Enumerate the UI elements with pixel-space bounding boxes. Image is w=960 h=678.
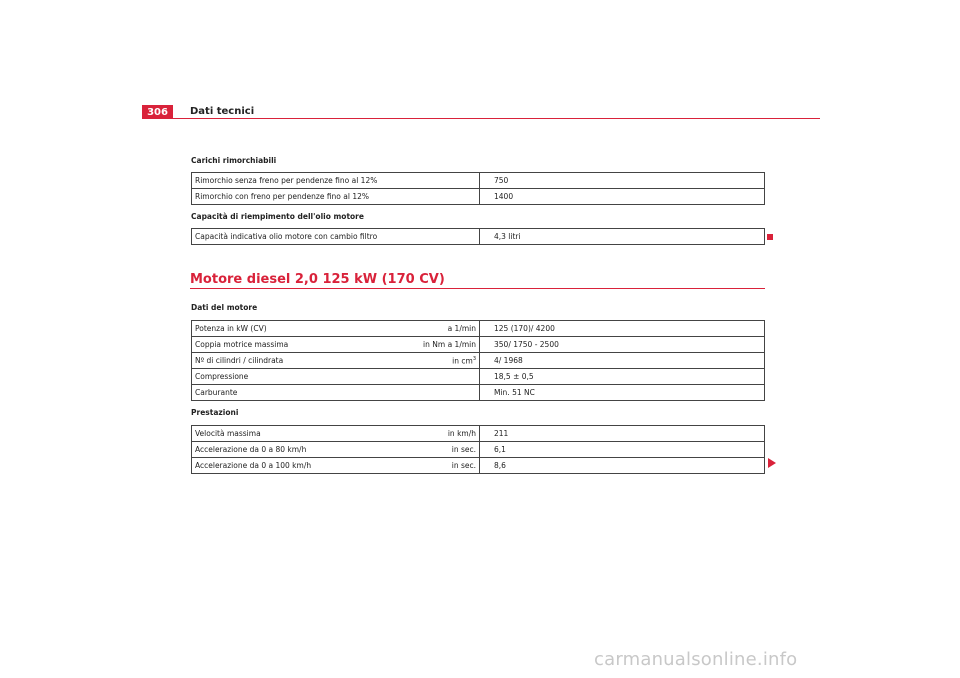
page-header-title: Dati tecnici — [190, 106, 255, 117]
table-row — [192, 385, 765, 401]
engine-value: 125 (170)/ 4200 — [480, 321, 765, 337]
engine-unit: a 1/min — [447, 324, 476, 333]
engine-name: Compressione — [195, 372, 249, 381]
table-row — [192, 337, 765, 353]
continue-arrow-icon — [768, 458, 776, 468]
section-divider — [190, 288, 765, 289]
engine-unit: in $cm^3$ — [452, 355, 476, 366]
watermark: carmanualsonline.info — [594, 649, 798, 670]
performance-name: Velocità massima — [195, 429, 261, 438]
towing-name: Rimorchio senza freno per pendenze fino al 12% — [192, 173, 480, 189]
engine-value: 4/ 1968 — [480, 353, 765, 369]
towing-label: Carichi rimorchiabili — [191, 156, 277, 165]
performance-table — [191, 425, 765, 474]
performance-value: 6,1 — [480, 442, 765, 458]
performance-name: Accelerazione da 0 a 80 km/h — [195, 445, 307, 454]
engine-table — [191, 320, 765, 401]
header-divider — [142, 118, 820, 119]
performance-name: Accelerazione da 0 a 100 km/h — [195, 461, 312, 470]
performance-unit: in sec. — [451, 461, 476, 470]
engine-name: Potenza in kW (CV) — [195, 324, 267, 333]
performance-unit: in sec. — [451, 445, 476, 454]
table-row — [192, 442, 765, 458]
performance-unit: in km/h — [447, 429, 476, 438]
oil-table — [191, 228, 765, 245]
towing-table — [191, 172, 765, 205]
towing-name: Rimorchio con freno per pendenze fino al 12% — [192, 189, 480, 205]
performance-value: 8,6 — [480, 458, 765, 474]
towing-value: 750 — [480, 173, 765, 189]
page-number: 306 — [142, 105, 173, 119]
table-row — [192, 321, 765, 337]
oil-value: 4,3 litri — [480, 229, 765, 245]
performance-value: 211 — [480, 426, 765, 442]
section-title: Motore diesel 2,0 125 kW (170 CV) — [190, 272, 445, 287]
table-row — [192, 173, 765, 189]
table-row — [192, 189, 765, 205]
engine-name: Carburante — [195, 388, 238, 397]
engine-value: 350/ 1750 - 2500 — [480, 337, 765, 353]
table-row — [192, 353, 765, 369]
oil-label: Capacità di riempimento dell'olio motore — [191, 212, 364, 221]
engine-name: Coppia motrice massima — [195, 340, 289, 349]
engine-label: Dati del motore — [191, 303, 258, 312]
oil-name: Capacità indicativa olio motore con cambio filtro — [192, 229, 480, 245]
table-row — [192, 458, 765, 474]
engine-value: Min. 51 NC — [480, 385, 765, 401]
performance-label: Prestazioni — [191, 408, 239, 417]
engine-value: 18,5 ± 0,5 — [480, 369, 765, 385]
towing-value: 1400 — [480, 189, 765, 205]
engine-name: Nº di cilindri / cilindrata — [195, 356, 284, 365]
table-row — [192, 369, 765, 385]
engine-unit: in Nm a 1/min — [423, 340, 476, 349]
table-row — [192, 229, 765, 245]
end-of-section-marker — [767, 234, 773, 240]
table-row — [192, 426, 765, 442]
